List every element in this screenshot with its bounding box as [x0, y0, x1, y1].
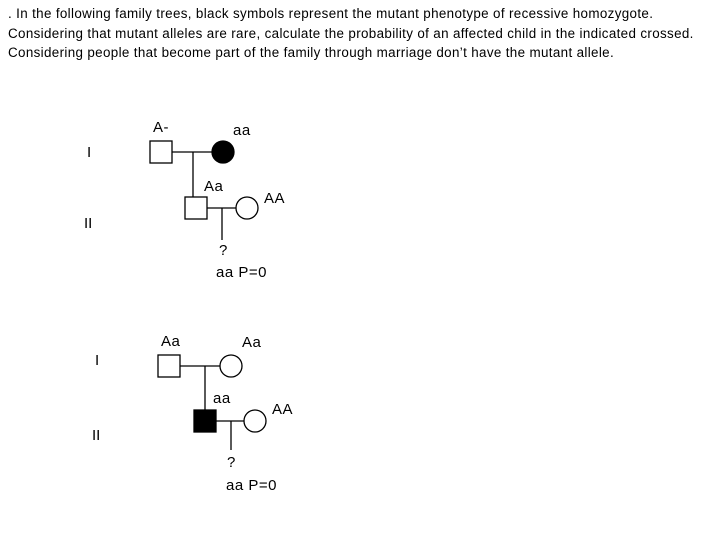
tree1-son-unaffected-male	[185, 197, 207, 219]
tree1-spouse-unaffected-female	[236, 197, 258, 219]
problem-statement: . In the following family trees, black symbols represent the mutant phenotype of recessive homozygote. Considering that mutant alleles are rare, calculate the probability of an affected child in the indicated crossed. Considering people that become part of the family through marriage don’t have the mutant allele.	[8, 6, 694, 60]
tree2-generation-I-label: I	[95, 352, 100, 369]
tree2-generation-II-label: II	[92, 427, 101, 444]
tree2-son-affected-male	[194, 410, 216, 432]
tree2-spouse-genotype: AA	[272, 401, 294, 418]
tree2-spouse-unaffected-female	[244, 410, 266, 432]
tree1-mother-affected-female	[212, 141, 234, 163]
tree2-father-genotype: Aa	[161, 333, 181, 350]
tree1-generation-II-label: II	[84, 215, 93, 232]
tree2-son-genotype: aa	[213, 390, 231, 407]
pedigree-tree-2	[158, 355, 266, 450]
tree1-child-question-mark: ?	[219, 242, 228, 259]
tree2-father-unaffected-male	[158, 355, 180, 377]
tree1-child-probability: aa P=0	[216, 264, 267, 281]
tree1-mother-genotype: aa	[233, 122, 251, 139]
tree1-generation-I-label: I	[87, 144, 92, 161]
tree2-child-question-mark: ?	[227, 454, 236, 471]
tree2-mother-genotype: Aa	[242, 334, 262, 351]
tree1-spouse-genotype: AA	[264, 190, 286, 207]
tree2-child-probability: aa P=0	[226, 477, 277, 494]
tree1-son-genotype: Aa	[204, 178, 224, 195]
tree2-mother-unaffected-female	[220, 355, 242, 377]
tree1-father-unaffected-male	[150, 141, 172, 163]
tree1-father-genotype: A-	[153, 119, 169, 136]
